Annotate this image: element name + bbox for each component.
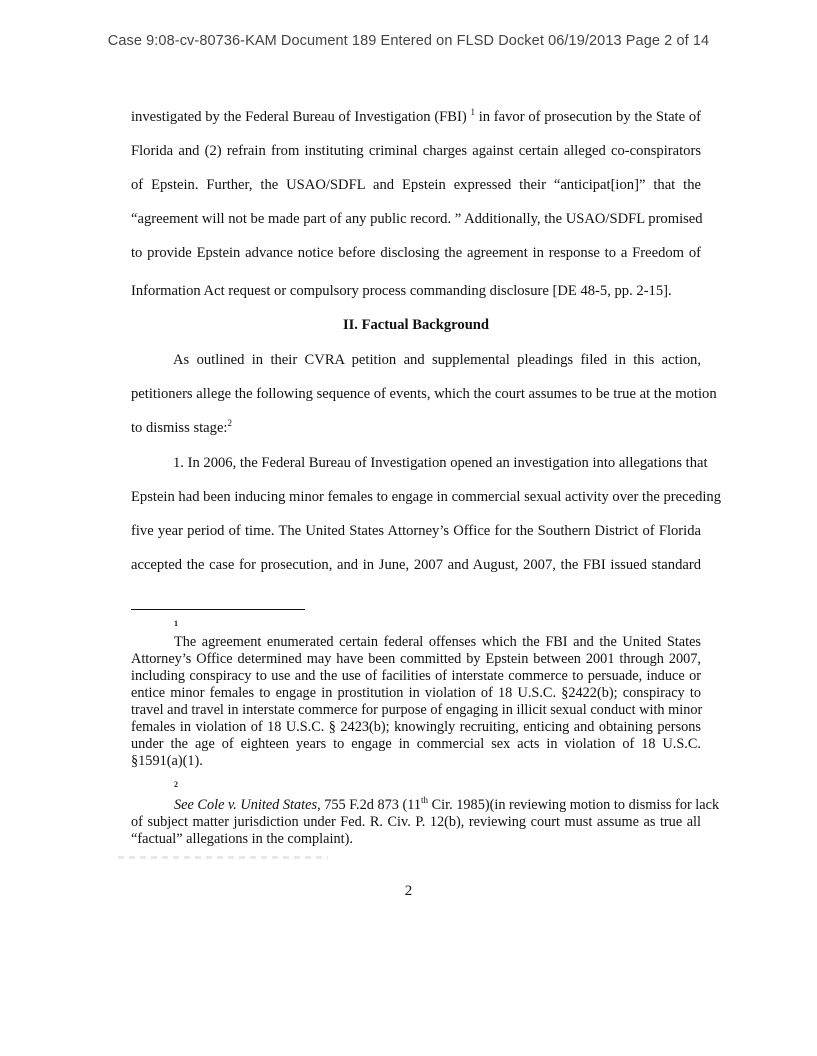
p1-line-4: “agreement will not be made part of any public record. ” Additionally, the USAO/SDFL promised — [131, 211, 703, 227]
case-citation: See Cole v. United States — [174, 797, 318, 813]
footnote-1-line-1: The agreement enumerated certain federal offenses which the FBI and the United States — [174, 634, 701, 650]
footnote-separator — [131, 609, 305, 610]
p2-line-1: As outlined in their CVRA petition and supplemental pleadings filed in this action, — [173, 352, 701, 368]
page-number: 2 — [404, 883, 413, 899]
footnote-1-line-7: under the age of eighteen years to engage in commercial sex acts in violation of 18 U.S.C. — [131, 736, 701, 752]
p1-line-2: Florida and (2) refrain from instituting criminal charges against certain alleged co-conspirators — [131, 143, 701, 159]
footnote-1-line-2: Attorney’s Office determined may have been committed by Epstein between 2001 through 2007, — [131, 651, 701, 667]
p1-line-1: investigated by the Federal Bureau of Investigation (FBI) $^1$ in favor of prosecution by the State of — [131, 107, 701, 125]
p2-line-2: petitioners allege the following sequence of events, which the court assumes to be true at the motion — [131, 386, 717, 402]
footnote-ref-2: 2 — [227, 418, 232, 429]
footnote-1-line-8: §1591(a)(1). — [131, 753, 203, 769]
footnote-2-line-1: See Cole v. United States, 755 F.2d 873 (11th Cir. 1985)(in reviewing motion to dismiss for lack — [174, 795, 720, 813]
p1-line-5: to provide Epstein advance notice before disclosing the agreement in response to a Freedom of — [131, 245, 701, 261]
docket-header: Case 9:08-cv-80736-KAM Document 189 Entered on FLSD Docket 06/19/2013 Page 2 of 14 — [107, 33, 710, 49]
footnote-ref-1: 1 — [470, 107, 475, 118]
p1-line-3: of Epstein. Further, the USAO/SDFL and Epstein expressed their “anticipat[ion]” that the — [131, 177, 701, 193]
p3-line-2: Epstein had been inducing minor females to engage in commercial sexual activity over the preceding — [131, 489, 722, 505]
footnote-1-line-6: females in violation of 18 U.S.C. § 2423(b); knowingly recruiting, enticing and obtaining persons — [131, 719, 701, 735]
footnote-1-line-5: travel and travel in interstate commerce for purpose of engaging in illicit sexual conduct with minor — [131, 702, 703, 718]
footnote-1-line-3: including conspiracy to use and the use of facilities of interstate commerce to persuade, induce or — [131, 668, 701, 684]
footnote-2-line-3: “factual” allegations in the complaint). — [131, 831, 353, 847]
footnote-1-line-4: entice minor females to engage in prostitution in violation of 18 U.S.C. §2422(b); conspiracy to — [131, 685, 701, 701]
p3-line-3: five year period of time. The United States Attorney’s Office for the Southern District of Florida — [131, 523, 701, 539]
p2-line-3: to dismiss stage:$^2$ — [131, 418, 232, 436]
section-heading: II. Factual Background — [342, 317, 490, 333]
p1-line-6: Information Act request or compulsory process commanding disclosure [DE 48-5, pp. 2-15]. — [131, 283, 672, 299]
footnote-1-number: 1 — [174, 619, 178, 628]
scan-artifact — [118, 856, 328, 859]
p3-line-4: accepted the case for prosecution, and in June, 2007 and August, 2007, the FBI issued standard — [131, 557, 701, 573]
p3-line-1: 1. In 2006, the Federal Bureau of Investigation opened an investigation into allegations that — [173, 455, 708, 471]
footnote-2-number: 2 — [174, 780, 178, 789]
footnote-2-line-2: of subject matter jurisdiction under Fed. R. Civ. P. 12(b), reviewing court must assume as true all — [131, 814, 701, 830]
